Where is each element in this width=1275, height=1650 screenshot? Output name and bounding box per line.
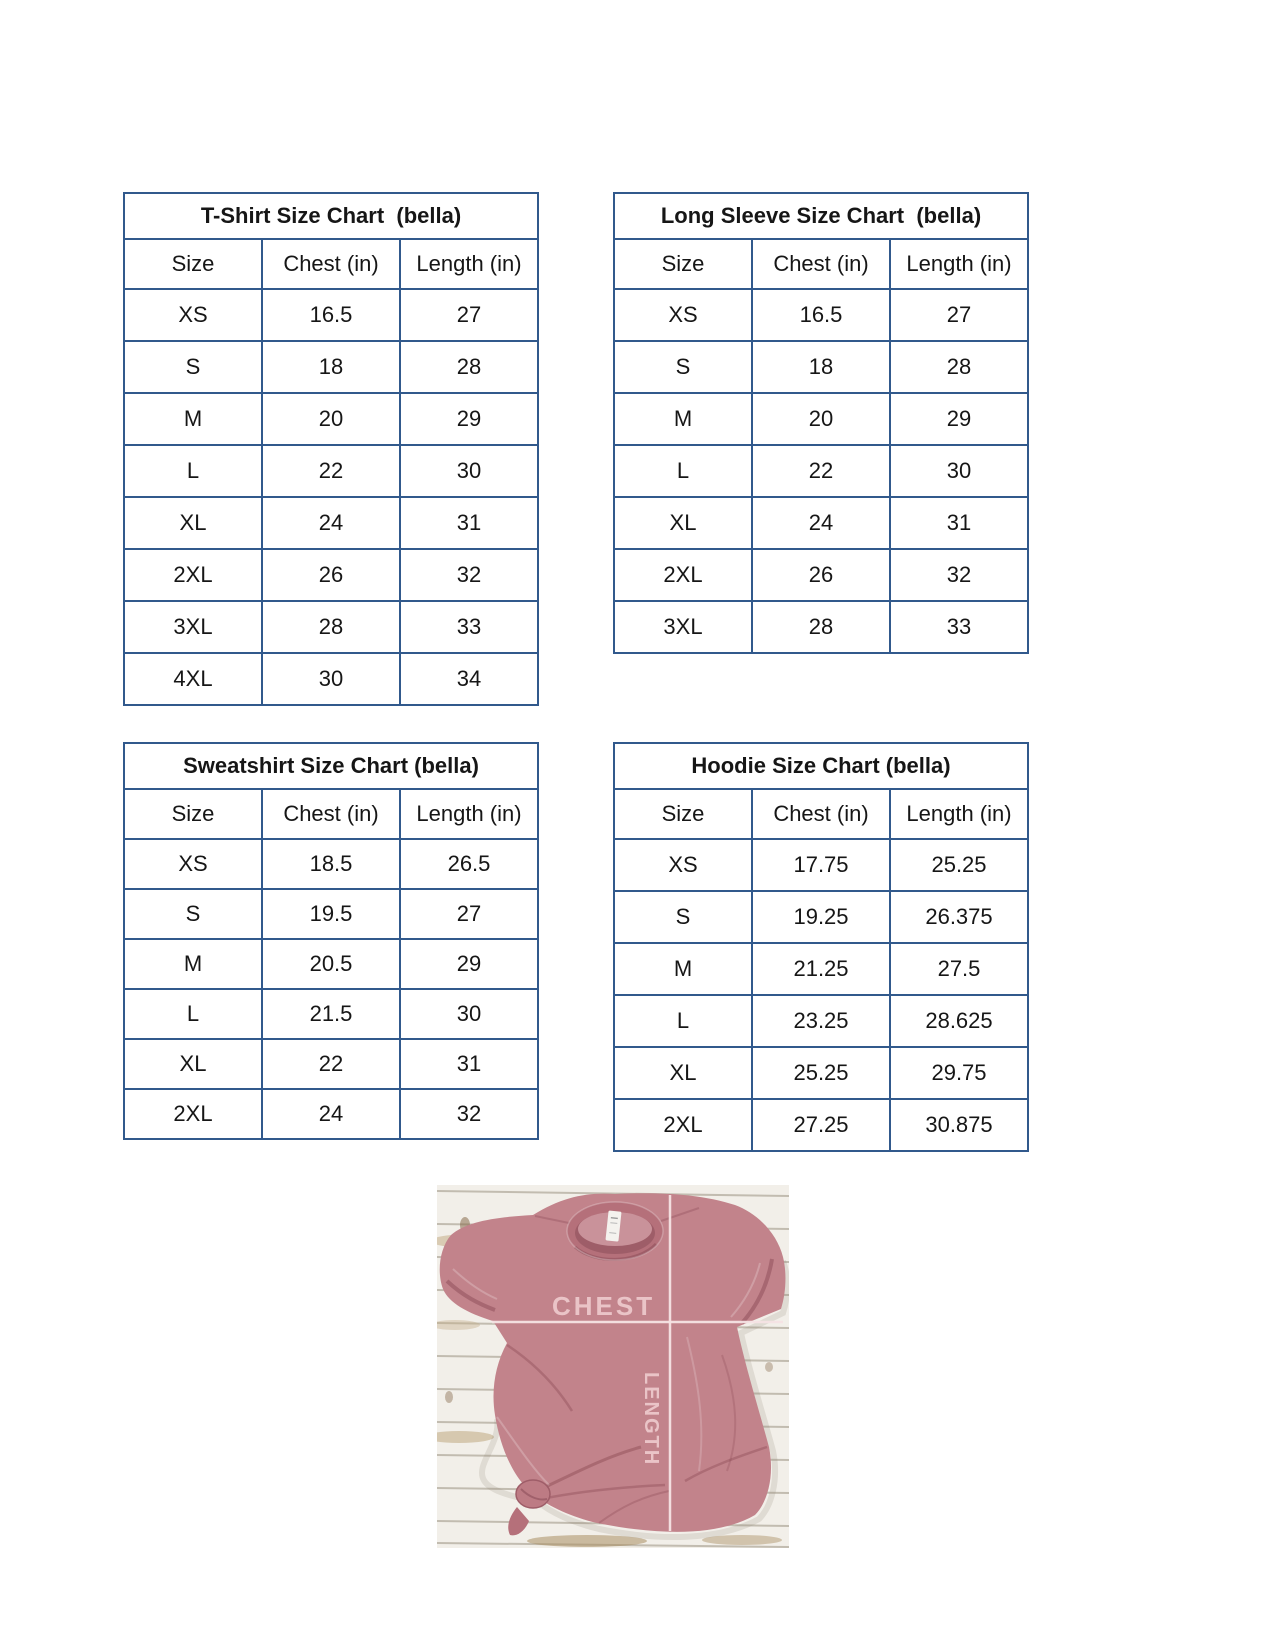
size-cell: XS [124, 839, 262, 889]
length-cell: 30 [890, 445, 1028, 497]
tshirt-table-title: T-Shirt Size Chart (bella) [124, 193, 538, 239]
table-row [124, 497, 538, 549]
chest-cell: 26 [262, 549, 400, 601]
column-header: Length (in) [890, 789, 1028, 839]
chest-cell: 26 [752, 549, 890, 601]
chest-cell: 20 [262, 393, 400, 445]
longsleeve-size-table [613, 192, 1029, 654]
column-header: Length (in) [890, 239, 1028, 289]
chest-cell: 16.5 [262, 289, 400, 341]
chest-cell: 21.25 [752, 943, 890, 995]
size-cell: S [614, 341, 752, 393]
table-row [124, 445, 538, 497]
length-cell: 30.875 [890, 1099, 1028, 1151]
sweatshirt-size-table [123, 742, 539, 1140]
size-cell: L [614, 445, 752, 497]
length-cell: 31 [400, 497, 538, 549]
size-cell: XL [124, 1039, 262, 1089]
table-row [614, 445, 1028, 497]
length-cell: 26.5 [400, 839, 538, 889]
table-row [124, 601, 538, 653]
length-cell: 28.625 [890, 995, 1028, 1047]
length-label: LENGTH [640, 1372, 662, 1467]
size-cell: S [124, 341, 262, 393]
size-cell: L [124, 989, 262, 1039]
chest-cell: 18 [262, 341, 400, 393]
length-cell: 25.25 [890, 839, 1028, 891]
column-header: Length (in) [400, 239, 538, 289]
column-header: Size [124, 789, 262, 839]
length-cell: 32 [890, 549, 1028, 601]
chest-cell: 23.25 [752, 995, 890, 1047]
size-cell: XL [614, 1047, 752, 1099]
chest-cell: 18 [752, 341, 890, 393]
length-cell: 26.375 [890, 891, 1028, 943]
chest-cell: 28 [262, 601, 400, 653]
chest-cell: 17.75 [752, 839, 890, 891]
table-row [614, 943, 1028, 995]
table-row [614, 1047, 1028, 1099]
chest-cell: 22 [262, 445, 400, 497]
hoodie-table-title: Hoodie Size Chart (bella) [614, 743, 1028, 789]
size-cell: 3XL [124, 601, 262, 653]
table-row [614, 497, 1028, 549]
chest-cell: 22 [752, 445, 890, 497]
length-cell: 28 [890, 341, 1028, 393]
table-row [124, 939, 538, 989]
chest-cell: 20.5 [262, 939, 400, 989]
size-cell: L [124, 445, 262, 497]
size-cell: 2XL [614, 1099, 752, 1151]
table-row [124, 1039, 538, 1089]
chest-cell: 24 [262, 497, 400, 549]
length-cell: 32 [400, 1089, 538, 1139]
chest-cell: 19.25 [752, 891, 890, 943]
column-header: Chest (in) [752, 789, 890, 839]
tshirt-photo-illustration [437, 1185, 789, 1548]
chest-label: CHEST [552, 1291, 656, 1321]
column-header: Chest (in) [752, 239, 890, 289]
table-row [614, 839, 1028, 891]
length-cell: 31 [890, 497, 1028, 549]
chest-cell: 19.5 [262, 889, 400, 939]
size-cell: XL [614, 497, 752, 549]
chest-cell: 30 [262, 653, 400, 705]
table-row [614, 995, 1028, 1047]
chest-cell: 24 [262, 1089, 400, 1139]
sweatshirt-table-title: Sweatshirt Size Chart (bella) [124, 743, 538, 789]
table-row [124, 341, 538, 393]
length-cell: 27 [400, 889, 538, 939]
size-cell: M [124, 939, 262, 989]
hoodie-size-table [613, 742, 1029, 1152]
tshirt-size-table [123, 192, 539, 706]
table-row [614, 549, 1028, 601]
chest-cell: 28 [752, 601, 890, 653]
chest-cell: 21.5 [262, 989, 400, 1039]
length-cell: 33 [400, 601, 538, 653]
size-cell: 2XL [124, 549, 262, 601]
column-header: Chest (in) [262, 789, 400, 839]
size-cell: 4XL [124, 653, 262, 705]
table-row [614, 891, 1028, 943]
length-cell: 29.75 [890, 1047, 1028, 1099]
column-header: Size [614, 789, 752, 839]
chest-cell: 24 [752, 497, 890, 549]
chest-cell: 27.25 [752, 1099, 890, 1151]
length-cell: 28 [400, 341, 538, 393]
size-cell: M [614, 393, 752, 445]
chest-cell: 16.5 [752, 289, 890, 341]
size-cell: 2XL [124, 1089, 262, 1139]
size-cell: L [614, 995, 752, 1047]
table-row [614, 341, 1028, 393]
column-header: Length (in) [400, 789, 538, 839]
longsleeve-header-row [614, 239, 1028, 289]
table-row [124, 889, 538, 939]
size-cell: 3XL [614, 601, 752, 653]
table-row [614, 1099, 1028, 1151]
chest-cell: 18.5 [262, 839, 400, 889]
column-header: Size [124, 239, 262, 289]
length-cell: 30 [400, 989, 538, 1039]
chest-cell: 22 [262, 1039, 400, 1089]
sweatshirt-header-row [124, 789, 538, 839]
table-row [124, 653, 538, 705]
table-row [614, 289, 1028, 341]
table-row [124, 989, 538, 1039]
size-cell: 2XL [614, 549, 752, 601]
chest-cell: 20 [752, 393, 890, 445]
chest-cell: 25.25 [752, 1047, 890, 1099]
table-row [614, 601, 1028, 653]
length-cell: 29 [400, 939, 538, 989]
table-row [124, 393, 538, 445]
length-cell: 27 [400, 289, 538, 341]
length-cell: 31 [400, 1039, 538, 1089]
length-cell: 27.5 [890, 943, 1028, 995]
length-cell: 27 [890, 289, 1028, 341]
size-cell: XS [124, 289, 262, 341]
length-cell: 29 [890, 393, 1028, 445]
longsleeve-table-title: Long Sleeve Size Chart (bella) [614, 193, 1028, 239]
length-cell: 32 [400, 549, 538, 601]
size-cell: S [614, 891, 752, 943]
size-cell: M [614, 943, 752, 995]
column-header: Size [614, 239, 752, 289]
tshirt-header-row [124, 239, 538, 289]
length-cell: 34 [400, 653, 538, 705]
size-cell: XS [614, 289, 752, 341]
table-row [124, 1089, 538, 1139]
table-row [614, 393, 1028, 445]
column-header: Chest (in) [262, 239, 400, 289]
size-cell: XS [614, 839, 752, 891]
length-cell: 29 [400, 393, 538, 445]
table-row [124, 549, 538, 601]
table-row [124, 289, 538, 341]
size-cell: M [124, 393, 262, 445]
table-row [124, 839, 538, 889]
tshirt-measurement-photo [437, 1185, 789, 1548]
length-cell: 33 [890, 601, 1028, 653]
size-cell: XL [124, 497, 262, 549]
size-cell: S [124, 889, 262, 939]
length-cell: 30 [400, 445, 538, 497]
hoodie-header-row [614, 789, 1028, 839]
